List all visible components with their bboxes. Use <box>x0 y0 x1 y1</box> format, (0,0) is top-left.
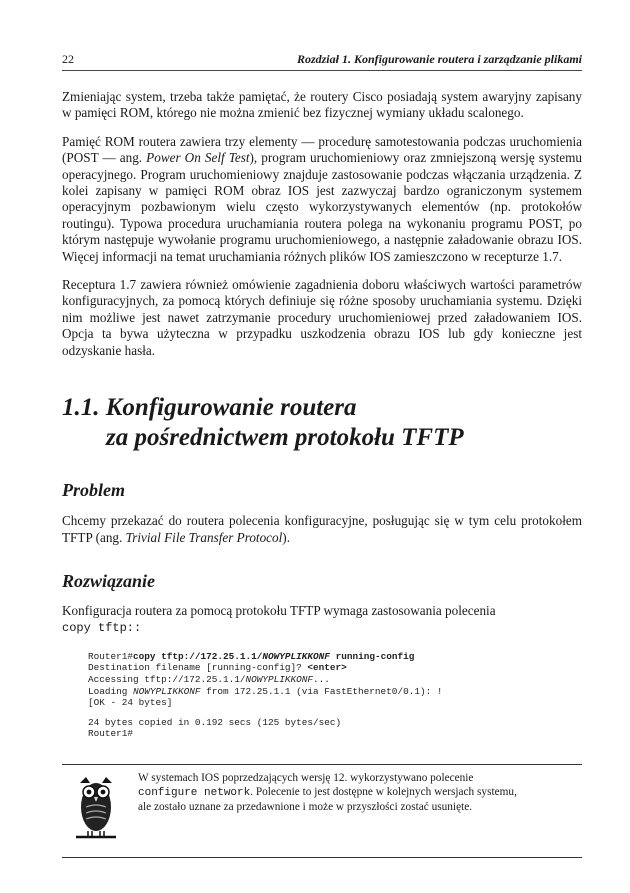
intro-paragraph-2 <box>62 134 582 265</box>
code-loading-rest: from 172.25.1.1 (via FastEthernet0/0.1): ! <box>200 685 443 697</box>
code-accessing-file: NOWYPLIKKONF <box>245 673 314 685</box>
problem-text-start: Chcemy przekazać do routera polecenia konfiguracyjne, posługując się w tym celu protokołem TFTP (ang. <box>62 513 582 545</box>
code-line-2 <box>88 662 582 674</box>
note-text <box>138 771 578 815</box>
code-loading: Loading <box>88 685 134 697</box>
code-line-7: Router1# <box>88 728 134 740</box>
running-header <box>62 52 582 71</box>
problem-heading: Problem <box>62 480 125 501</box>
solution-text: Konfiguracja routera za pomocą protokołu TFTP wymaga zastosowania polecenia <box>62 602 496 618</box>
owl-icon <box>74 773 118 843</box>
code-line-5: [OK - 24 bytes] <box>88 697 173 709</box>
intro-p2-term: Power On Self Test <box>146 150 250 166</box>
note-box <box>62 764 582 858</box>
code-prompt: Router1# <box>88 650 134 662</box>
note-line-1: W systemach IOS poprzedzających wersję 12. wykorzystywano polecenie <box>138 772 474 784</box>
intro-paragraph-1: Zmieniając system, trzeba także pamiętać, że routery Cisco posiadają system awaryjny zapisany w pamięci ROM, którego nie można zmienić bez fizycznej wymiany układu scalonego. <box>62 89 582 121</box>
code-line-3 <box>88 674 582 686</box>
code-line-6: 24 bytes copied in 0.192 secs (125 bytes/sec) <box>88 716 342 728</box>
code-destination-prompt: Destination filename [running-config]? <box>88 662 308 674</box>
code-command-rest: running-config <box>329 650 415 662</box>
code-loading-file: NOWYPLIKKONF <box>133 685 201 697</box>
code-listing <box>88 651 582 740</box>
code-accessing: Accessing tftp://172.25.1.1/ <box>88 673 246 685</box>
page <box>62 52 582 740</box>
code-accessing-rest: ... <box>313 673 330 685</box>
section-heading <box>62 393 582 453</box>
note-line-2: . Polecenie to jest dostępne w kolejnych wersjach systemu, <box>250 786 517 799</box>
solution-command: copy tftp:: <box>62 621 142 636</box>
section-heading-line-2: za pośrednictwem protokołu TFTP <box>106 424 464 452</box>
problem-text-end: ). <box>282 529 290 545</box>
page-number: 22 <box>62 52 74 66</box>
problem-term: Trivial File Transfer Protocol <box>125 529 283 545</box>
solution-paragraph <box>62 603 582 637</box>
code-command: copy tftp://172.25.1.1/ <box>133 650 263 662</box>
solution-heading: Rozwiązanie <box>62 570 156 591</box>
code-line-1 <box>88 651 582 663</box>
intro-paragraph-3: Receptura 1.7 zawiera również omówienie zagadnienia doboru właściwych wartości parametrów konfiguracyjnych, za pomocą których definiuje się różne sposoby uruchamiania systemu. Dzięki nim możliwe jest nawet zatrzymanie procedury uruchomieniowej przed załadowaniem IOS. Opcja ta bywa użyteczna w przypadku uszkodzenia obrazu IOS lub gdy konieczne jest odzyskanie hasła. <box>62 277 582 358</box>
note-command: configure network <box>138 787 251 800</box>
problem-paragraph <box>62 513 582 546</box>
code-enter-key: <enter> <box>307 662 347 674</box>
code-line-4 <box>88 686 582 698</box>
intro-p2-end: ), program uruchomieniowy oraz zmniejszoną wersję systemu operacyjnego. Program uruchomieniowy znajduje zastosowanie podczas włączania urządzenia. Z kolei zapisany w pamięci ROM obraz IOS jest zazwyczaj bardzo ograniczonym systemem operacyjnym pozbawionym wielu często wykorzystywanych elementów (np. protokołów routingu). Typowa procedura uruchamiania routera polega na wykonaniu programu POST, po którym następuje wywołanie programu uruchomieniowego, a następnie załadowanie obrazu IOS. Więcej informacji na temat uruchamiania różnych plików IOS zamieszczono w recepturze 1.7. <box>62 150 582 264</box>
chapter-title: Rozdział 1. Konfigurowanie routera i zarządzanie plikami <box>296 52 582 66</box>
code-filename: NOWYPLIKKONF <box>262 650 330 662</box>
section-heading-line-1: 1.1. Konfigurowanie routera <box>62 394 357 422</box>
note-line-3: ale zostało uznane za przedawnione i może w przyszłości zostać usunięte. <box>138 801 473 814</box>
intro-p2-start: Pamięć ROM routera zawiera trzy elementy — procedurę samotestowania podczas uruchomienia (POST — ang. <box>62 133 582 166</box>
